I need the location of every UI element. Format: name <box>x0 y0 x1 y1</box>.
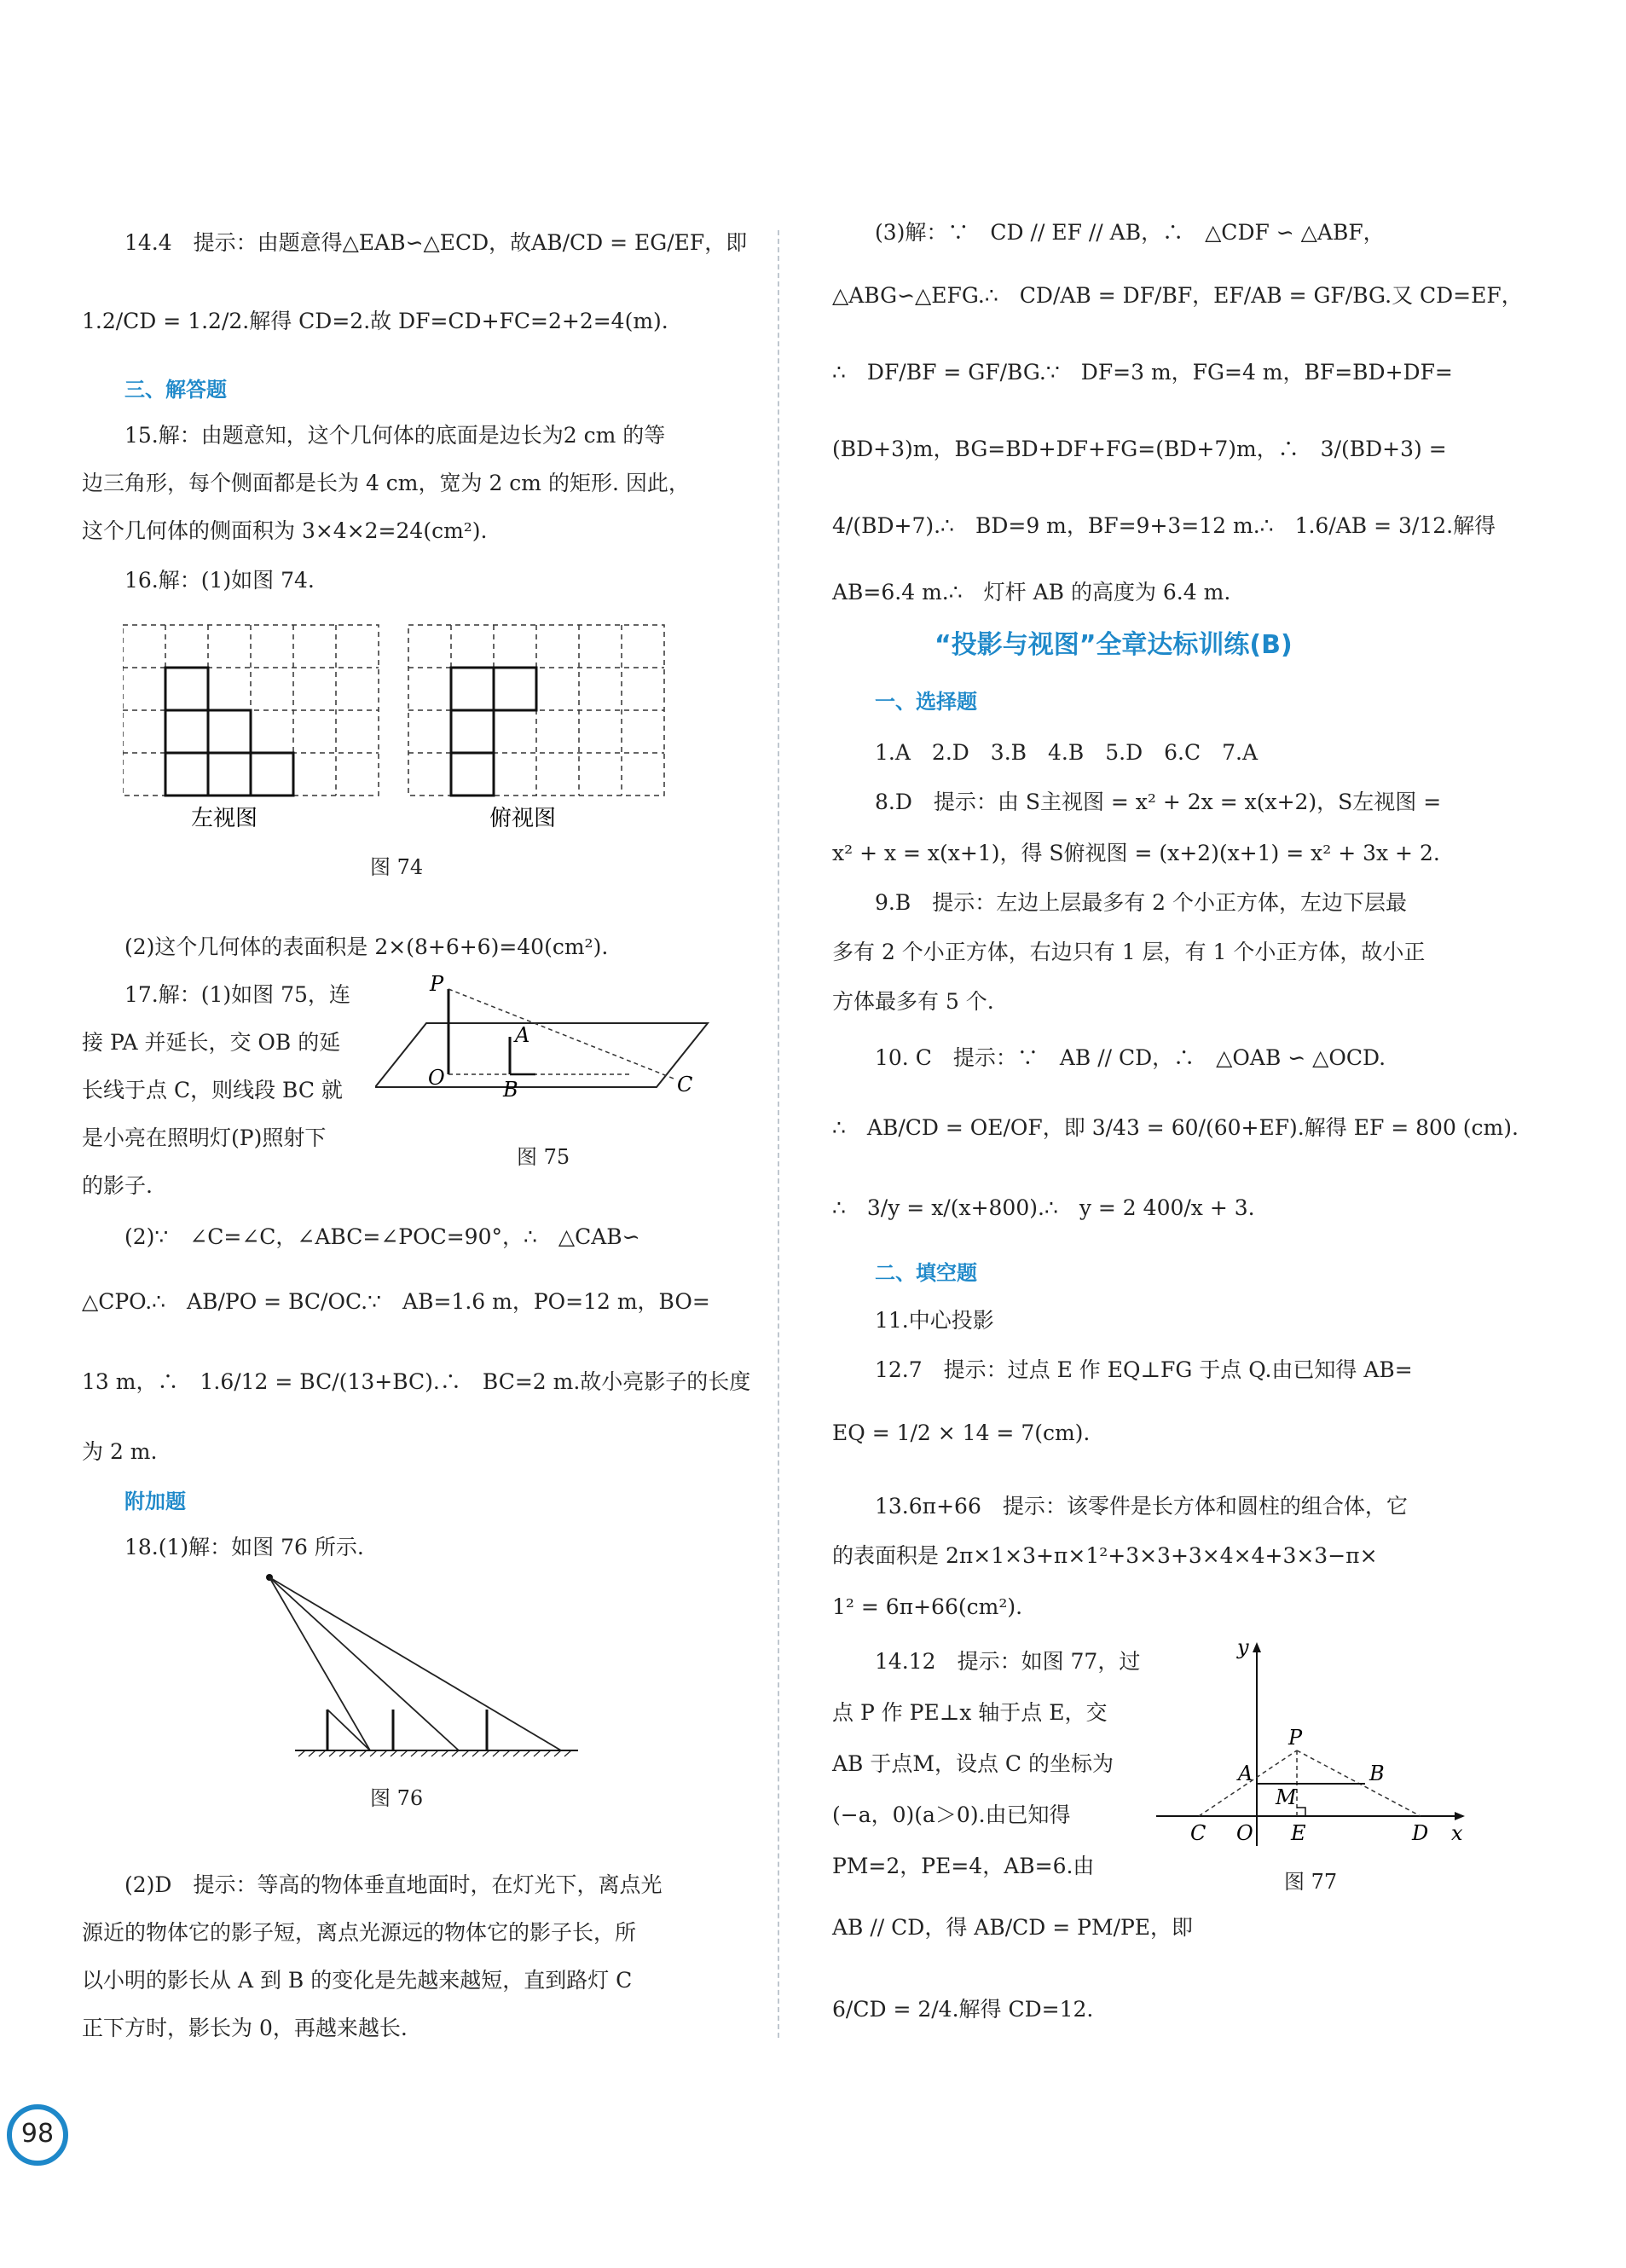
figure-74 <box>123 621 686 830</box>
fig75-label-b: B <box>503 1078 518 1100</box>
fig77-label-c: C <box>1190 1821 1206 1845</box>
line-17-part2-c: 13 m，∴ 1.6/12 = BC/(13+BC).∴ BC=2 m.故小亮影子的长度 <box>82 1369 751 1394</box>
r-line-15: ∴ 3/y = x/(x+800).∴ y = 2 400/x + 3. <box>832 1195 1255 1220</box>
line-17-c: 长线于点 C，则线段 BC 就 <box>82 1078 343 1102</box>
fig75-label-c: C <box>677 1073 693 1096</box>
r-line-4: (BD+3)m，BG=BD+DF+FG=(BD+7)m，∴ 3/(BD+3) = <box>832 437 1447 461</box>
line-15-c: 这个几何体的侧面积为 3×4×2=24(cm²). <box>82 518 488 543</box>
fig75-label-o: O <box>428 1066 445 1090</box>
line-14-solution: 1.2/CD = 1.2/2.解得 CD=2.故 DF=CD+FC=2+2=4(m). <box>82 309 668 333</box>
chapter-title: “投影与视图”全章达标训练(B) <box>935 630 1293 660</box>
r-line-17: 12.7 提示：过点 E 作 EQ⊥FG 于点 Q.由已知得 AB= <box>875 1357 1413 1382</box>
line-17-part2-d: 为 2 m. <box>82 1439 158 1464</box>
r-line-23: 点 P 作 PE⊥x 轴于点 E，交 <box>832 1700 1108 1725</box>
line-17-a: 17.解：(1)如图 75，连 <box>124 982 350 1007</box>
fig77-caption: 图 77 <box>1284 1870 1338 1894</box>
fig75-caption: 图 75 <box>517 1145 570 1169</box>
r-line-16: 11.中心投影 <box>875 1308 994 1333</box>
r-line-26: PM=2，PE=4，AB=6.由 <box>832 1854 1095 1878</box>
r-line-27: AB // CD，得 AB/CD = PM/PE，即 <box>832 1915 1194 1940</box>
fig75-label-a: A <box>515 1023 530 1047</box>
r-line-11: 多有 2 个小正方体，右边只有 1 层，有 1 个小正方体，故小正 <box>832 940 1426 964</box>
figure-75 <box>375 972 716 1100</box>
fig77-label-e: E <box>1291 1821 1306 1845</box>
fig76-caption: 图 76 <box>370 1786 424 1810</box>
fig74-right-label: 俯视图 <box>489 806 557 830</box>
r-line-13: 10. C 提示：∵ AB // CD，∴ △OAB ∽ △OCD. <box>875 1045 1386 1070</box>
r-line-3: ∴ DF/BF = GF/BG.∵ DF=3 m，FG=4 m，BF=BD+DF= <box>832 360 1453 385</box>
line-14-hint: 14.4 提示：由题意得△EAB∽△ECD，故AB/CD = EG/EF，即 <box>124 230 748 255</box>
r-line-22: 14.12 提示：如图 77，过 <box>875 1649 1141 1674</box>
r-line-18: EQ = 1/2 × 14 = 7(cm). <box>832 1420 1091 1445</box>
line-18-part2-a: (2)D 提示：等高的物体垂直地面时，在灯光下，离点光 <box>124 1872 663 1897</box>
line-16-part2: (2)这个几何体的表面积是 2×(8+6+6)=40(cm²). <box>124 934 609 959</box>
fig77-label-p: P <box>1288 1726 1303 1750</box>
line-18: 18.(1)解：如图 76 所示. <box>124 1535 364 1559</box>
line-15-a: 15.解：由题意知，这个几何体的底面是边长为2 cm 的等 <box>124 423 666 448</box>
fig77-label-m: M <box>1276 1785 1297 1809</box>
line-18-part2-c: 以小明的影长从 A 到 B 的变化是先越来越短，直到路灯 C <box>82 1968 633 1993</box>
fig77-label-x: x <box>1451 1821 1463 1845</box>
r-line-10: 9.B 提示：左边上层最多有 2 个小正方体，左边下层最 <box>875 890 1408 915</box>
r-line-9: x² + x = x(x+1)，得 S俯视图 = (x+2)(x+1) = x² + 3x + 2. <box>832 841 1440 865</box>
fig77-label-d: D <box>1412 1821 1429 1845</box>
fig75-label-p: P <box>430 972 444 996</box>
column-divider <box>778 230 779 2038</box>
r-line-25: (−a，0)(a＞0).由已知得 <box>832 1802 1071 1827</box>
section-heading-choice: 一、选择题 <box>875 690 977 714</box>
fig77-label-b: B <box>1369 1762 1385 1785</box>
line-17-b: 接 PA 并延长，交 OB 的延 <box>82 1030 341 1055</box>
section-heading-extra: 附加题 <box>124 1490 186 1513</box>
fig77-label-y: y <box>1237 1637 1249 1659</box>
page-number: 98 <box>7 2104 68 2166</box>
line-17-d: 是小亮在照明灯(P)照射下 <box>82 1125 327 1150</box>
r-line-6: AB=6.4 m.∴ 灯杆 AB 的高度为 6.4 m. <box>832 580 1231 605</box>
line-18-part2-d: 正下方时，影长为 0，再越来越长. <box>82 2016 408 2040</box>
fig77-label-a: A <box>1238 1762 1253 1785</box>
r-line-20: 的表面积是 2π×1×3+π×1²+3×3+3×4×4+3×3−π× <box>832 1543 1378 1568</box>
r-line-24: AB 于点M，设点 C 的坐标为 <box>832 1751 1114 1776</box>
r-line-1: (3)解：∵ CD // EF // AB，∴ △CDF ∽ △ABF， <box>875 220 1385 245</box>
r-line-8: 8.D 提示：由 S主视图 = x² + 2x = x(x+2)，S左视图 = <box>875 790 1442 814</box>
line-17-e: 的影子. <box>82 1173 153 1198</box>
r-line-12: 方体最多有 5 个. <box>832 989 994 1014</box>
r-line-5: 4/(BD+7).∴ BD=9 m，BF=9+3=12 m.∴ 1.6/AB = 3/12.解得 <box>832 513 1496 538</box>
r-line-28: 6/CD = 2/4.解得 CD=12. <box>832 1997 1094 2022</box>
line-15-b: 边三角形，每个侧面都是长为 4 cm，宽为 2 cm 的矩形. 因此， <box>82 471 690 495</box>
section-heading-answers: 三、解答题 <box>124 378 227 402</box>
fig74-left-label: 左视图 <box>191 806 258 830</box>
figure-77 <box>1156 1637 1472 1850</box>
line-18-part2-b: 源近的物体它的影子短，离点光源远的物体它的影子长，所 <box>82 1920 637 1945</box>
r-line-2: △ABG∽△EFG.∴ CD/AB = DF/BF，EF/AB = GF/BG.又 CD=EF， <box>832 283 1523 308</box>
r-line-14: ∴ AB/CD = OE/OF，即 3/43 = 60/(60+EF).解得 EF = 800 (cm). <box>832 1115 1519 1140</box>
r-line-19: 13.6π+66 提示：该零件是长方体和圆柱的组合体，它 <box>875 1494 1408 1519</box>
line-17-part2-a: (2)∵ ∠C=∠C，∠ABC=∠POC=90°，∴ △CAB∽ <box>124 1224 640 1249</box>
r-line-7: 1.A 2.D 3.B 4.B 5.D 6.C 7.A <box>875 740 1259 765</box>
line-17-part2-b: △CPO.∴ AB/PO = BC/OC.∵ AB=1.6 m，PO=12 m，BO= <box>82 1289 710 1314</box>
fig77-label-o: O <box>1236 1821 1253 1845</box>
section-heading-fill: 二、填空题 <box>875 1261 977 1285</box>
figure-76 <box>261 1569 585 1765</box>
line-16: 16.解：(1)如图 74. <box>124 568 315 593</box>
r-line-21: 1² = 6π+66(cm²). <box>832 1594 1023 1619</box>
fig74-caption: 图 74 <box>370 855 424 879</box>
